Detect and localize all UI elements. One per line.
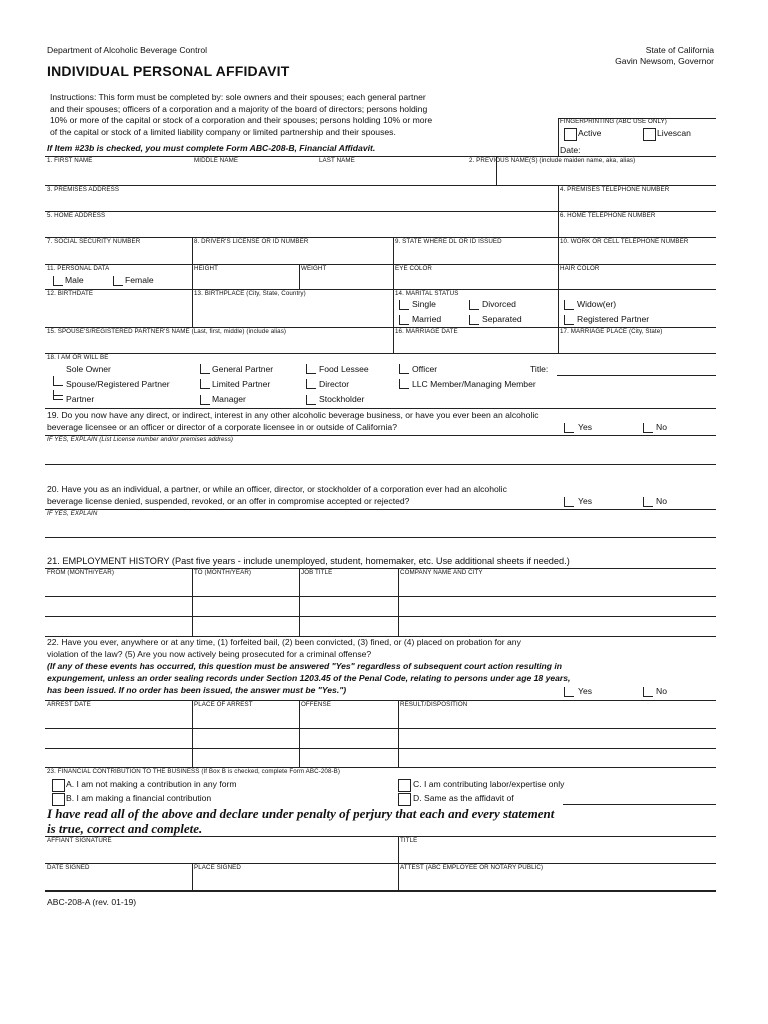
q20-line-1: 20. Have you as an individual, a partner, or while an officer, director, or stockholder of a corporation ever had an alcoholic: [47, 484, 507, 494]
governor-name: Gavin Newsom, Governor: [615, 56, 714, 66]
instructions-note: If Item #23b is checked, you must complete Form ABC-208-B, Financial Affidavit.: [47, 143, 376, 153]
q19-no-label: No: [656, 422, 667, 432]
q20-yes-checkbox[interactable]: [564, 497, 574, 507]
manager-label: Manager: [212, 394, 246, 404]
employment-to-label: TO (MONTH/YEAR): [194, 569, 252, 576]
q22-line-5: has been issued. If no order has been issued, the answer must be "Yes."): [47, 685, 347, 695]
q20-explain-label: IF YES, EXPLAIN: [47, 510, 98, 517]
ssn-label: 7. SOCIAL SECURITY NUMBER: [47, 238, 141, 245]
instructions-line-2: and their spouses; officers of a corporation and a majority of the board of directors; persons holding: [50, 104, 428, 114]
weight-label: WEIGHT: [301, 265, 327, 272]
last-name-label: LAST NAME: [319, 157, 355, 164]
title-line[interactable]: [557, 375, 716, 376]
q19-no-checkbox[interactable]: [643, 423, 653, 433]
registered-partner-checkbox[interactable]: [564, 315, 574, 325]
limited-partner-label: Limited Partner: [212, 379, 271, 389]
q23-d-checkbox[interactable]: [398, 793, 411, 806]
q23-a-label: A. I am not making a contribution in any form: [66, 779, 237, 789]
height-label: HEIGHT: [194, 265, 218, 272]
first-name-label: 1. FIRST NAME: [47, 157, 93, 164]
manager-checkbox[interactable]: [200, 395, 210, 405]
female-checkbox[interactable]: [113, 276, 123, 286]
q19-line-1: 19. Do you now have any direct, or indirect, interest in any other alcoholic beverage business, or have you ever been an alcoholic: [47, 410, 539, 420]
q22-no-label: No: [656, 686, 667, 696]
employment-job-label: JOB TITLE: [301, 569, 333, 576]
q22-no-checkbox[interactable]: [643, 687, 653, 697]
separated-checkbox[interactable]: [469, 315, 479, 325]
instructions-line-4: of the capital or stock of a limited liability company or limited partnership and their spouses.: [50, 127, 396, 137]
widow-checkbox[interactable]: [564, 300, 574, 310]
dl-state-label: 9. STATE WHERE DL OR ID ISSUED: [395, 238, 502, 245]
female-label: Female: [125, 275, 154, 285]
declaration-line-2: is true, correct and complete.: [47, 821, 203, 836]
stockholder-checkbox[interactable]: [306, 395, 316, 405]
general-partner-label: General Partner: [212, 364, 274, 374]
declaration-line-1: I have read all of the above and declare under penalty of perjury that each and every statement: [47, 806, 555, 821]
marriage-date-label: 16. MARRIAGE DATE: [395, 328, 458, 335]
divorced-label: Divorced: [482, 299, 516, 309]
premises-phone-label: 4. PREMISES TELEPHONE NUMBER: [560, 186, 670, 193]
arrest-date-label: ARREST DATE: [47, 701, 91, 708]
attest-label: ATTEST (ABC EMPLOYEE OR NOTARY PUBLIC): [400, 864, 544, 871]
birthdate-label: 12. BIRTHDATE: [47, 290, 94, 297]
single-checkbox[interactable]: [399, 300, 409, 310]
sole-owner-checkbox[interactable]: [53, 376, 63, 386]
q23-d-label: D. Same as the affidavit of: [413, 793, 514, 803]
instructions-line-1: Instructions: This form must be completed by: sole owners and their spouses; each general partner: [50, 92, 426, 102]
general-partner-checkbox[interactable]: [200, 364, 210, 374]
marriage-place-label: 17. MARRIAGE PLACE (City, State): [560, 328, 663, 335]
q21-heading: 21. EMPLOYMENT HISTORY (Past five years - include unemployed, student, homemaker, etc. Use additional sheets if needed.): [47, 556, 570, 566]
personal-data-label: 11. PERSONAL DATA: [47, 265, 110, 272]
home-phone-label: 6. HOME TELEPHONE NUMBER: [560, 212, 656, 219]
q22-line-1: 22. Have you ever, anywhere or at any time, (1) forfeited bail, (2) been convicted, (3) fined, or (4) placed on probation for any: [47, 637, 521, 647]
active-checkbox[interactable]: [564, 128, 577, 141]
employment-company-label: COMPANY NAME AND CITY: [400, 569, 483, 576]
fingerprinting-date-label: Date:: [560, 145, 581, 155]
active-label: Active: [578, 128, 602, 138]
q23-a-checkbox[interactable]: [52, 779, 65, 792]
male-checkbox[interactable]: [53, 276, 63, 286]
state-name: State of California: [645, 45, 714, 55]
livescan-label: Livescan: [657, 128, 691, 138]
livescan-checkbox[interactable]: [643, 128, 656, 141]
separated-label: Separated: [482, 314, 522, 324]
sole-owner-label: Sole Owner: [66, 364, 111, 374]
single-label: Single: [412, 299, 436, 309]
q23-c-checkbox[interactable]: [398, 779, 411, 792]
partner-label: Partner: [66, 394, 95, 404]
date-signed-label: DATE SIGNED: [47, 864, 90, 871]
previous-names-label: 2. PREVIOUS NAME(S) (include maiden name, aka, alias): [469, 157, 636, 164]
home-address-label: 5. HOME ADDRESS: [47, 212, 106, 219]
middle-name-label: MIDDLE NAME: [194, 157, 239, 164]
marital-status-label: 14. MARITAL STATUS: [395, 290, 459, 297]
q19-yes-label: Yes: [578, 422, 593, 432]
place-signed-label: PLACE SIGNED: [194, 864, 241, 871]
drivers-license-label: 8. DRIVER'S LICENSE OR ID NUMBER: [194, 238, 309, 245]
q19-line-2: beverage licensee or an officer or director of a corporate licensee in or outside of California?: [47, 422, 397, 432]
q20-line-2: beverage license denied, suspended, revoked, or an offer in compromise accepted or rejected?: [47, 496, 410, 506]
q23-c-label: C. I am contributing labor/expertise only: [413, 779, 565, 789]
birthplace-label: 13. BIRTHPLACE (City, State, Country): [194, 290, 306, 297]
q22-yes-checkbox[interactable]: [564, 687, 574, 697]
q20-no-label: No: [656, 496, 667, 506]
fingerprinting-label: FINGERPRINTING (ABC USE ONLY): [560, 118, 667, 125]
employment-from-label: FROM (MONTH/YEAR): [47, 569, 115, 576]
director-label: Director: [319, 379, 350, 389]
q23-b-checkbox[interactable]: [52, 793, 65, 806]
registered-partner-label: Registered Partner: [577, 314, 650, 324]
divorced-checkbox[interactable]: [469, 300, 479, 310]
married-checkbox[interactable]: [399, 315, 409, 325]
department-name: Department of Alcoholic Beverage Control: [47, 45, 208, 55]
title-label: Title:: [530, 364, 549, 374]
llc-checkbox[interactable]: [399, 379, 409, 389]
q20-no-checkbox[interactable]: [643, 497, 653, 507]
affiant-signature-label: AFFIANT SIGNATURE: [47, 837, 112, 844]
q22-yes-label: Yes: [578, 686, 593, 696]
signature-title-label: TITLE: [400, 837, 418, 844]
q22-line-3: (If any of these events has occurred, this question must be answered "Yes" regardless of subsequent court action resulting in: [47, 661, 562, 671]
stockholder-label: Stockholder: [319, 394, 365, 404]
role-label: 18. I AM OR WILL BE: [47, 354, 109, 361]
work-phone-label: 10. WORK OR CELL TELEPHONE NUMBER: [560, 238, 689, 245]
disposition-label: RESULT/DISPOSITION: [400, 701, 468, 708]
premises-address-label: 3. PREMISES ADDRESS: [47, 186, 120, 193]
spouse-name-label: 15. SPOUSE'S/REGISTERED PARTNER'S NAME (Last, first, middle) (include alias): [47, 328, 287, 335]
hair-color-label: HAIR COLOR: [560, 265, 600, 272]
arrest-place-label: PLACE OF ARREST: [194, 701, 253, 708]
married-label: Married: [412, 314, 442, 324]
widow-label: Widow(er): [577, 299, 617, 309]
officer-label: Officer: [412, 364, 438, 374]
form-id: ABC-208-A (rev. 01-19): [47, 897, 137, 907]
q20-yes-label: Yes: [578, 496, 593, 506]
food-lessee-label: Food Lessee: [319, 364, 369, 374]
instructions-line-3: 10% or more of the capital or stock of a corporation and their spouses; persons holding 10% or more: [50, 115, 433, 125]
form-title: INDIVIDUAL PERSONAL AFFIDAVIT: [47, 63, 290, 79]
food-lessee-checkbox[interactable]: [306, 364, 316, 374]
q23-b-label: B. I am making a financial contribution: [66, 793, 212, 803]
q19-yes-checkbox[interactable]: [564, 423, 574, 433]
q22-line-2: violation of the law? (5) Are you now actively being prosecuted for a criminal offense?: [47, 649, 372, 659]
q19-explain-label: IF YES, EXPLAIN (List License number and/or premises address): [47, 436, 234, 443]
male-label: Male: [65, 275, 84, 285]
director-checkbox[interactable]: [306, 379, 316, 389]
eye-color-label: EYE COLOR: [395, 265, 433, 272]
officer-checkbox[interactable]: [399, 364, 409, 374]
q23-heading: 23. FINANCIAL CONTRIBUTION TO THE BUSINESS (If Box B is checked, complete Form ABC-208-B): [47, 768, 341, 775]
offense-label: OFFENSE: [301, 701, 331, 708]
llc-label: LLC Member/Managing Member: [412, 379, 536, 389]
q23-d-name-line[interactable]: [563, 804, 716, 805]
q22-line-4: expungement, unless an order sealing records under Section 1203.45 of the Penal Code, relating to persons under age 18 years,: [47, 673, 571, 683]
limited-partner-checkbox[interactable]: [200, 379, 210, 389]
spouse-partner-label: Spouse/Registered Partner: [66, 379, 170, 389]
